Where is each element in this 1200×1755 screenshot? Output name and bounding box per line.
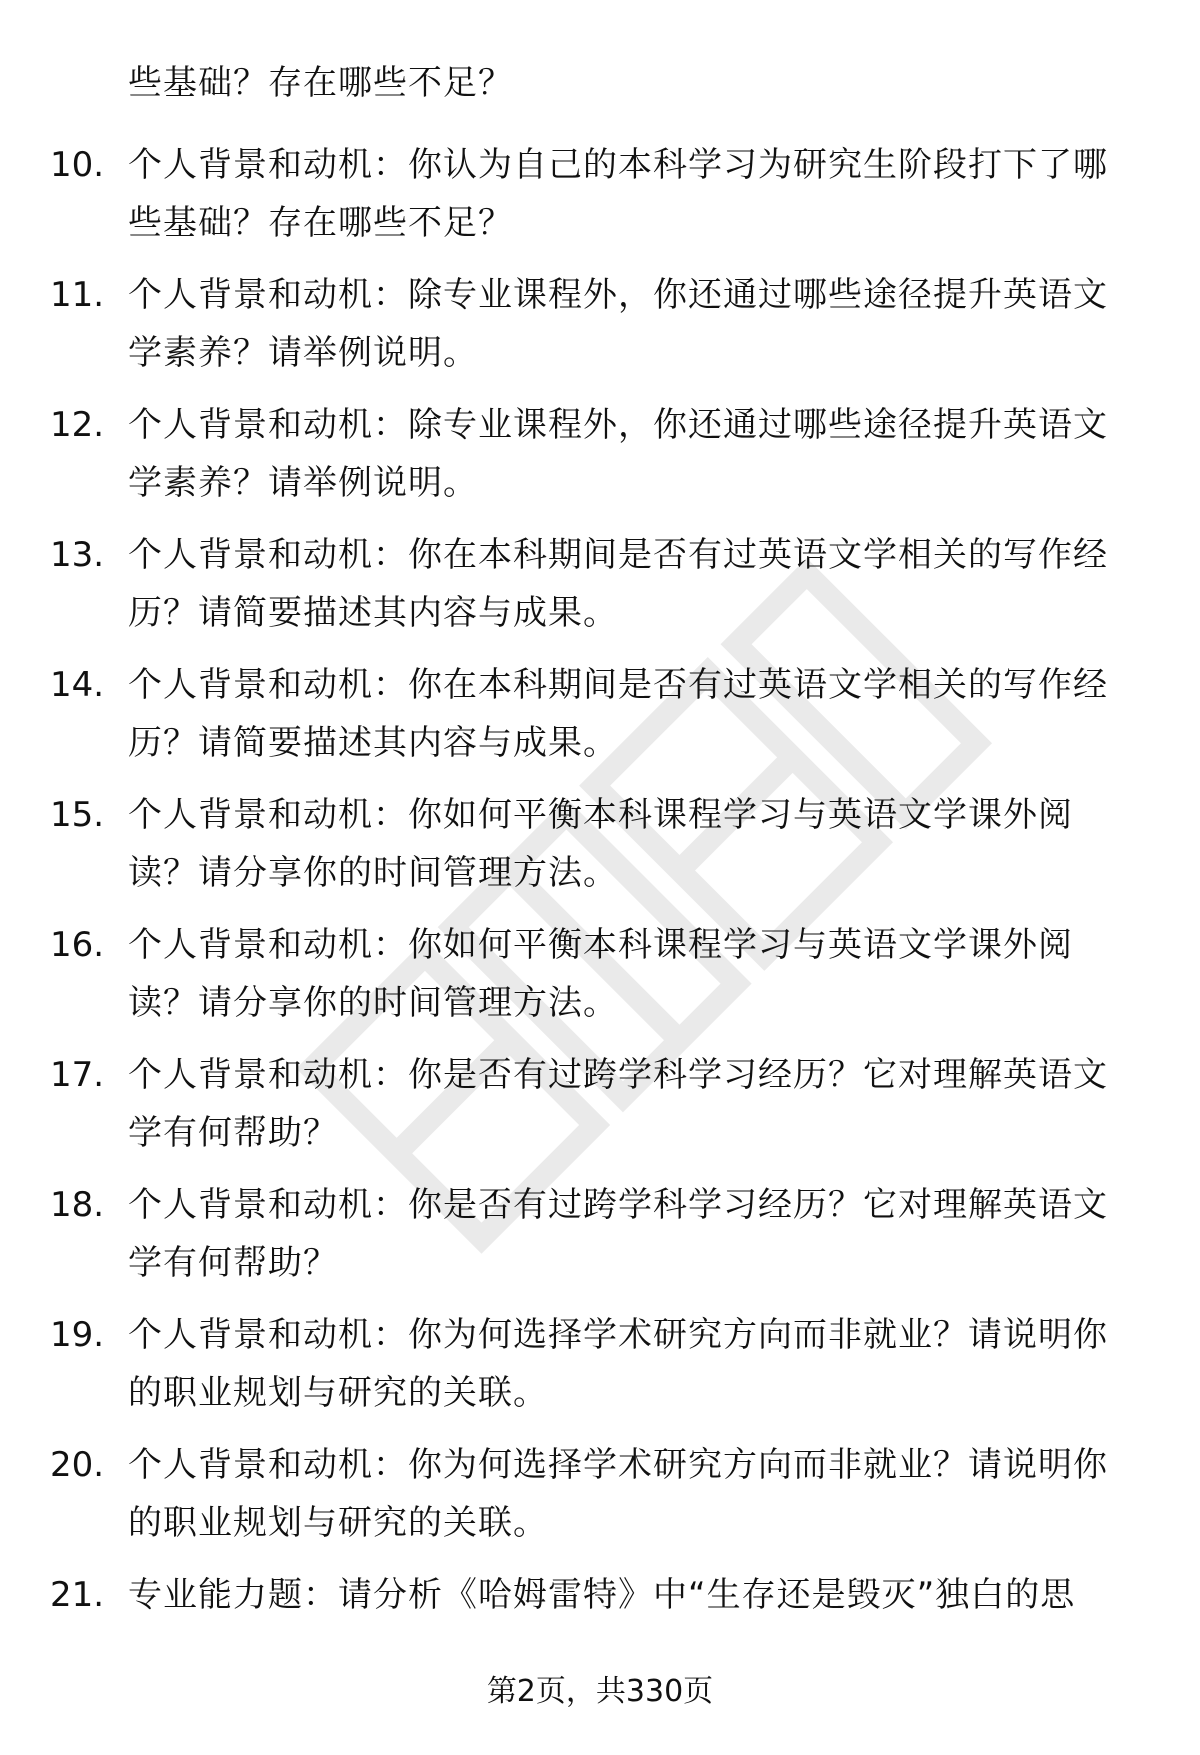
question-text xyxy=(128,1176,1148,1292)
question-number: 13. xyxy=(50,535,105,575)
question-text xyxy=(128,396,1148,512)
question-number: 15. xyxy=(50,795,105,835)
question-item xyxy=(0,396,1200,526)
question-text xyxy=(128,916,1148,1032)
question-text xyxy=(128,656,1148,772)
question-line: 学素养？请举例说明。 xyxy=(128,463,478,503)
question-item xyxy=(0,1436,1200,1566)
question-line: 个人背景和动机：你是否有过跨学科学习经历？它对理解英语文 xyxy=(128,1185,1108,1225)
question-text xyxy=(128,266,1148,382)
question-text xyxy=(128,1566,1148,1624)
question-item xyxy=(0,1306,1200,1436)
question-number: 17. xyxy=(50,1055,105,1095)
question-line: 个人背景和动机：你认为自己的本科学习为研究生阶段打下了哪 xyxy=(128,145,1108,185)
question-item xyxy=(0,266,1200,396)
question-text xyxy=(128,1046,1148,1162)
question-text xyxy=(128,786,1148,902)
question-text xyxy=(128,136,1148,252)
question-line: 的职业规划与研究的关联。 xyxy=(128,1503,548,1543)
question-line: 个人背景和动机：你在本科期间是否有过英语文学相关的写作经 xyxy=(128,665,1108,705)
question-number: 11. xyxy=(50,275,105,315)
question-number: 14. xyxy=(50,665,105,705)
question-item xyxy=(0,1176,1200,1306)
question-item xyxy=(0,526,1200,656)
question-item xyxy=(0,1046,1200,1176)
question-item xyxy=(0,656,1200,786)
question-line: 读？请分享你的时间管理方法。 xyxy=(128,853,618,893)
question-line: 学素养？请举例说明。 xyxy=(128,333,478,373)
question-number: 10. xyxy=(50,145,105,185)
question-line: 个人背景和动机：你为何选择学术研究方向而非就业？请说明你 xyxy=(128,1445,1108,1485)
question-line: 个人背景和动机：你如何平衡本科课程学习与英语文学课外阅 xyxy=(128,925,1073,965)
question-text xyxy=(128,526,1148,642)
question-line: 读？请分享你的时间管理方法。 xyxy=(128,983,618,1023)
question-item xyxy=(0,786,1200,916)
question-number: 12. xyxy=(50,405,105,445)
question-number: 18. xyxy=(50,1185,105,1225)
question-line: 个人背景和动机：你是否有过跨学科学习经历？它对理解英语文 xyxy=(128,1055,1108,1095)
question-item xyxy=(0,136,1200,266)
question-line: 个人背景和动机：除专业课程外，你还通过哪些途径提升英语文 xyxy=(128,405,1108,445)
page-footer: 第2页，共330页 xyxy=(486,1674,714,1709)
question-line: 个人背景和动机：你如何平衡本科课程学习与英语文学课外阅 xyxy=(128,795,1073,835)
question-list xyxy=(0,136,1200,1696)
question-number: 21. xyxy=(50,1575,105,1615)
question-line: 专业能力题：请分析《哈姆雷特》中“生存还是毁灭”独白的思 xyxy=(128,1575,1076,1615)
question-line: 个人背景和动机：你在本科期间是否有过英语文学相关的写作经 xyxy=(128,535,1108,575)
question-line: 历？请简要描述其内容与成果。 xyxy=(128,593,618,633)
question-line: 历？请简要描述其内容与成果。 xyxy=(128,723,618,763)
question-number: 19. xyxy=(50,1315,105,1355)
question-line: 学有何帮助？ xyxy=(128,1113,338,1153)
question-text xyxy=(128,1306,1148,1422)
question-line: 些基础？存在哪些不足？ xyxy=(128,203,513,243)
question-item xyxy=(0,916,1200,1046)
continuation-text: 些基础？存在哪些不足？ xyxy=(128,63,513,103)
question-line: 个人背景和动机：你为何选择学术研究方向而非就业？请说明你 xyxy=(128,1315,1108,1355)
question-line: 学有何帮助？ xyxy=(128,1243,338,1283)
question-text xyxy=(128,1436,1148,1552)
question-line: 的职业规划与研究的关联。 xyxy=(128,1373,548,1413)
question-number: 20. xyxy=(50,1445,105,1485)
question-line: 个人背景和动机：除专业课程外，你还通过哪些途径提升英语文 xyxy=(128,275,1108,315)
question-number: 16. xyxy=(50,925,105,965)
